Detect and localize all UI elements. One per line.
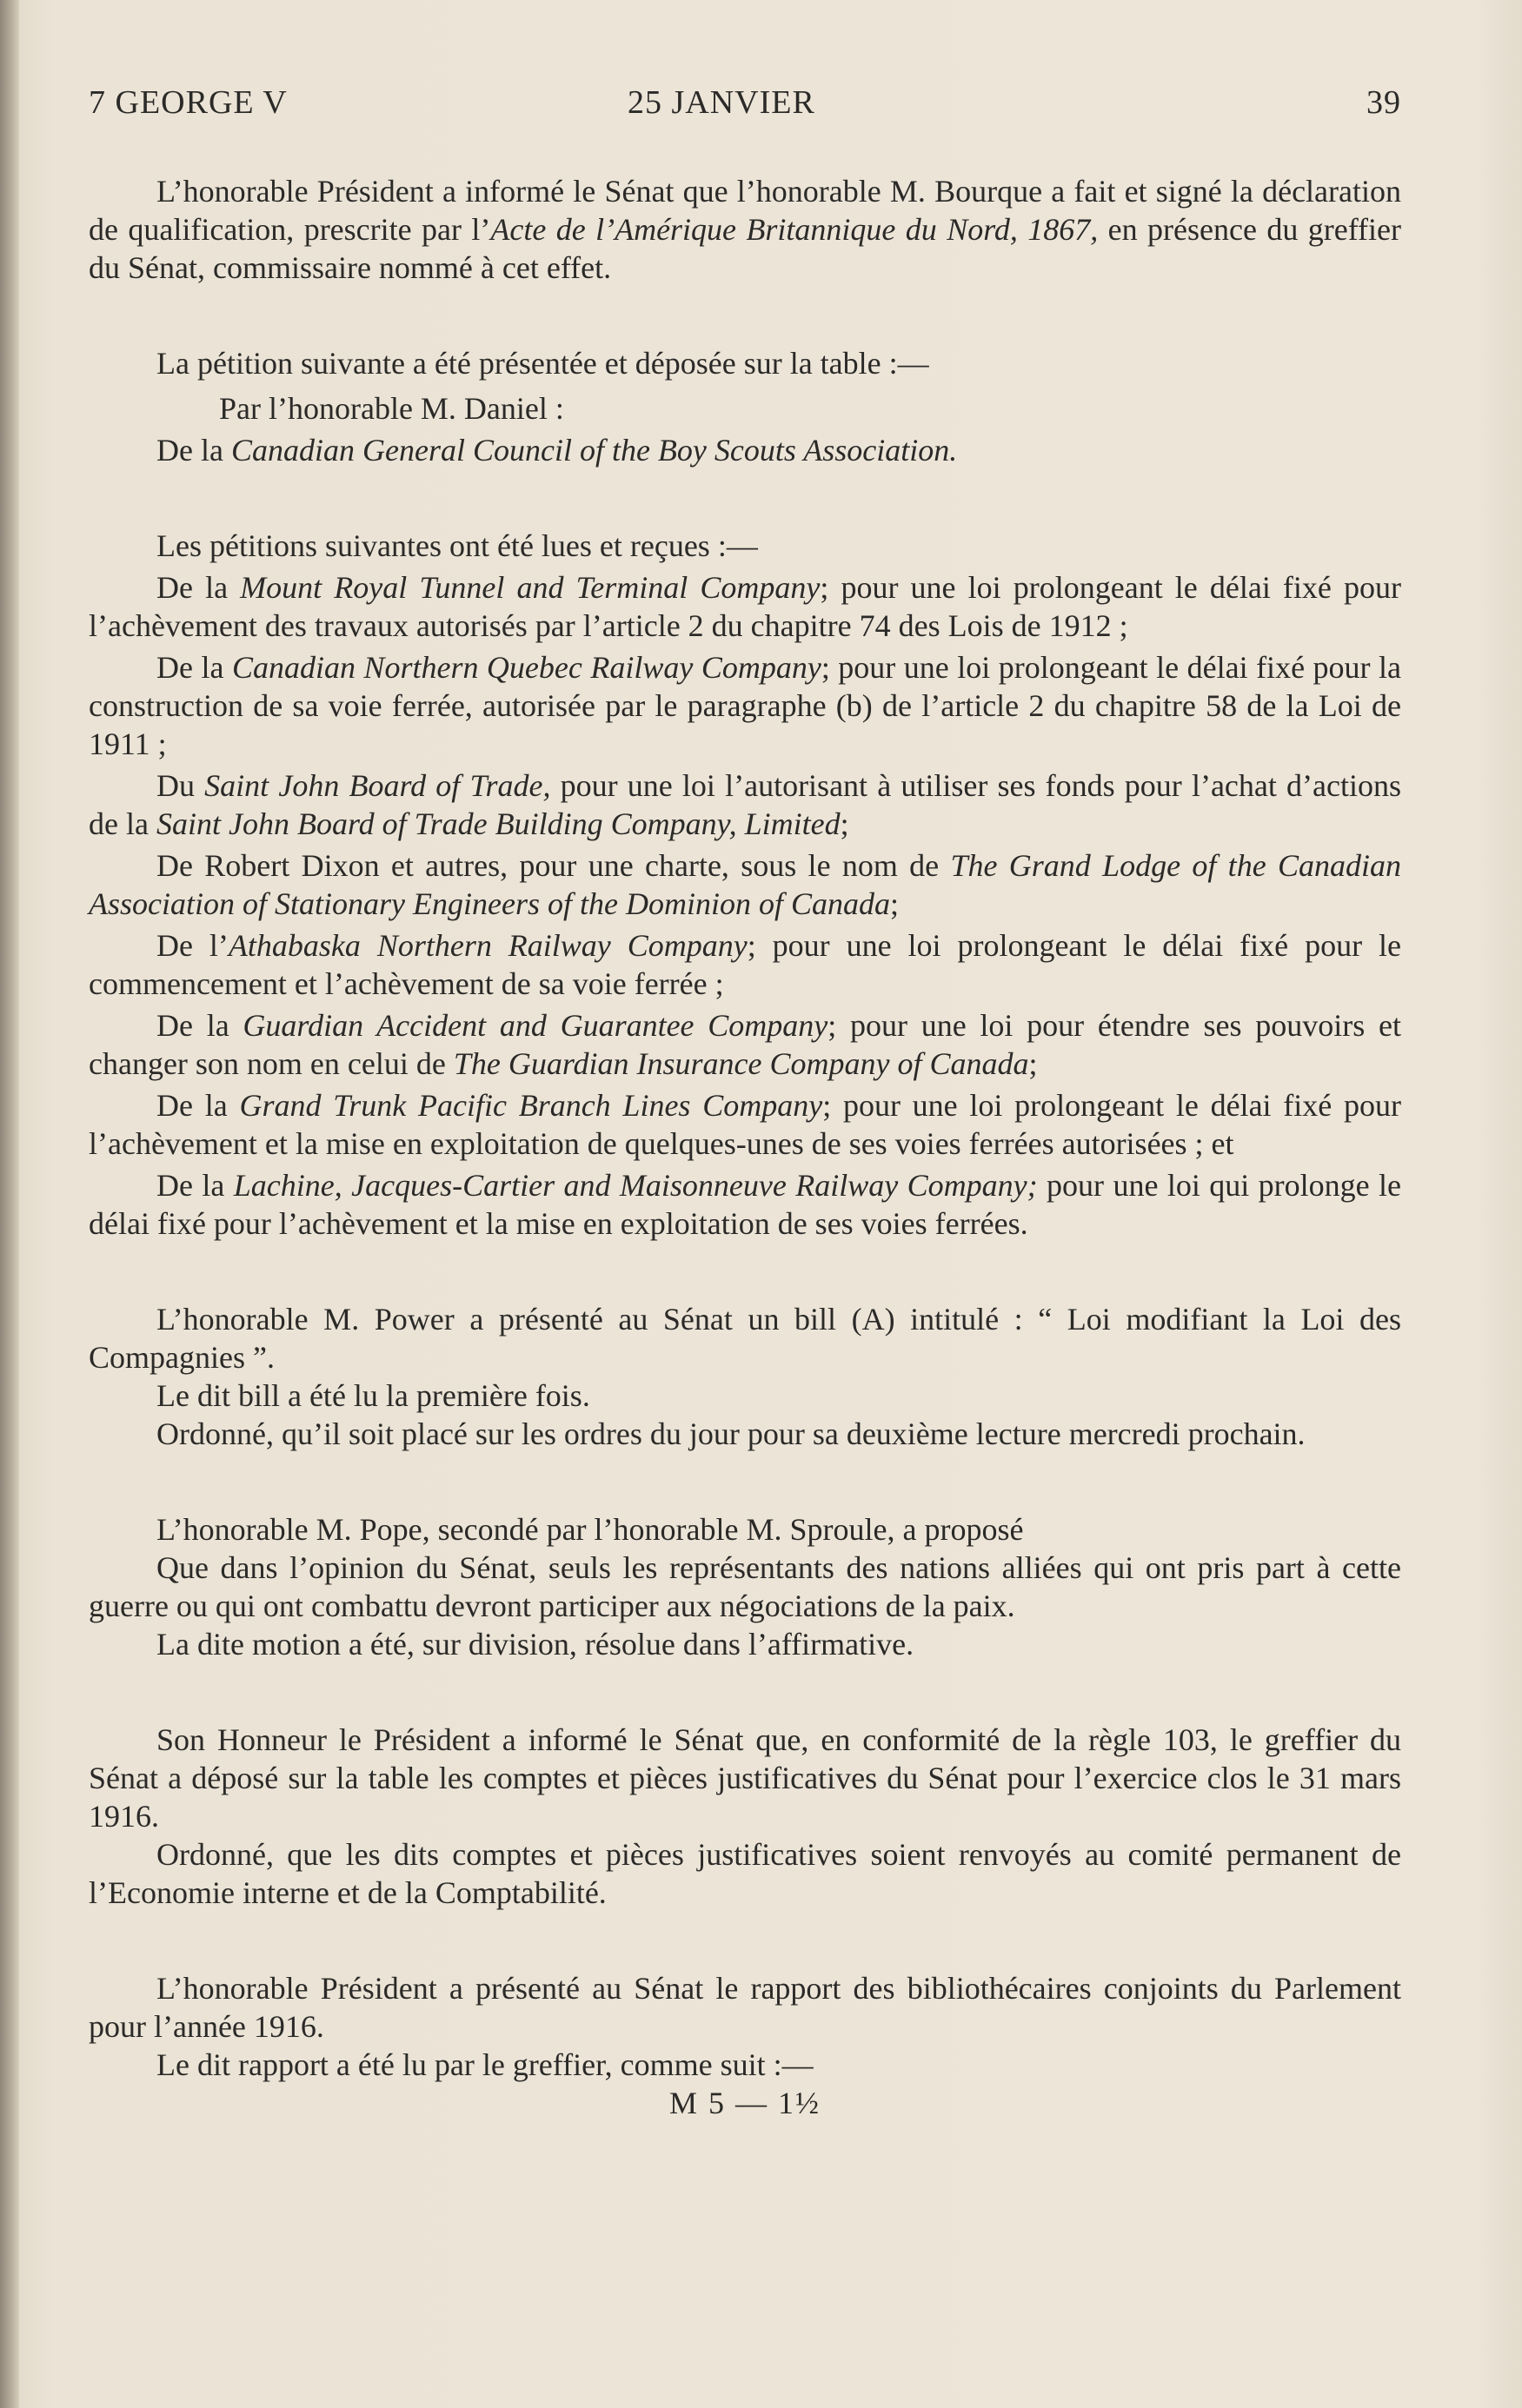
paragraph-petition-intro: La pétition suivante a été présentée et déposée sur la table :— [156,346,929,381]
paragraph-second-reading-order: Ordonné, qu’il soit placé sur les ordres du jour pour sa deuxième lecture mercredi prochain. [156,1416,1306,1451]
paragraph-motion-resolved: La dite motion a été, sur division, résolue dans l’affirmative. [156,1627,914,1662]
petition-canadian-northern: De la Canadian Northern Quebec Railway Company; pour une loi prolongeant le délai fixé pour la construction de sa voie ferrée, autorisée par le paragraphe (b) de l’article 2 du chapitre 58 de la Loi de 1911 ; [89,650,1401,761]
paragraph-power-bill: L’honorable M. Power a présenté au Sénat un bill (A) intitulé : “ Loi modifiant la Loi des Compagnies ”. [89,1302,1401,1375]
paragraph-by-daniel: Par l’honorable M. Daniel : [219,391,564,426]
page-number: 39 [1366,84,1401,121]
petition-guardian: De la Guardian Accident and Guarantee Company; pour une loi pour étendre ses pouvoirs et changer son nom en celui de The Guardian Insurance Company of Canada; [89,1008,1401,1081]
petition-lachine: De la Lachine, Jacques-Cartier and Maisonneuve Railway Company; pour une loi qui prolonge le délai fixé pour l’achèvement et la mise en exploitation de ses voies ferrées. [89,1168,1401,1241]
paragraph-bourque: L’honorable Président a informé le Sénat que l’honorable M. Bourque a fait et signé la déclaration de qualification, prescrite par l’Acte de l’Amérique Britannique du Nord, 1867, en présence du greffier du Sénat, commissaire nommé à cet effet. [89,174,1402,285]
paragraph-first-reading: Le dit bill a été lu la première fois. [156,1378,590,1413]
petition-saint-john: Du Saint John Board of Trade, pour une loi l’autorisant à utiliser ses fonds pour l’achat d’actions de la Saint John Board of Trade Building Company, Limited; [89,768,1402,841]
header-left: 7 GEORGE V [89,84,288,121]
paragraph-accounts-referred: Ordonné, que les dits comptes et pièces justificatives soient renvoyés au comité permanent de l’Economie interne et de la Comptabilité. [89,1837,1401,1910]
paragraph-pope-motion: L’honorable M. Pope, secondé par l’honorable M. Sproule, a proposé [156,1512,1024,1547]
petition-athabaska: De l’Athabaska Northern Railway Company; pour une loi prolongeant le délai fixé pour le commencement et l’achèvement de sa voie ferrée ; [89,928,1402,1001]
petition-grand-trunk: De la Grand Trunk Pacific Branch Lines Company; pour une loi prolongeant le délai fixé pour l’achèvement et la mise en exploitation de quelques-unes de ses voies ferrées autorisées ; et [89,1088,1401,1161]
paragraph-report-read: Le dit rapport a été lu par le greffier, comme suit :— [156,2047,814,2082]
signature-mark: M 5 — 1½ [668,2086,821,2120]
running-header [89,83,1401,122]
header-date: 25 JANVIER [628,84,815,121]
petition-mount-royal: De la Mount Royal Tunnel and Terminal Company; pour une loi prolongeant le délai fixé pour l’achèvement des travaux autorisés par l’article 2 du chapitre 74 des Lois de 1912 ; [89,570,1401,643]
paragraph-petitions-received: Les pétitions suivantes ont été lues et reçues :— [156,528,758,563]
paragraph-boy-scouts: De la Canadian General Council of the Boy Scouts Association. [156,433,958,468]
paragraph-library-report: L’honorable Président a présenté au Sénat le rapport des bibliothécaires conjoints du Parlement pour l’année 1916. [89,1971,1401,2044]
page-binding-edge [0,0,19,2408]
petition-robert-dixon: De Robert Dixon et autres, pour une charte, sous le nom de The Grand Lodge of the Canadian Association of Stationary Engineers of the Dominion of Canada; [89,848,1401,921]
paragraph-motion-text: Que dans l’opinion du Sénat, seuls les représentants des nations alliées qui ont pris part à cette guerre ou qui ont combattu devront participer aux négociations de la paix. [89,1550,1401,1623]
journal-body [89,172,1401,2122]
paragraph-accounts-tabled: Son Honneur le Président a informé le Sénat que, en conformité de la règle 103, le greffier du Sénat a déposé sur la table les comptes et pièces justificatives du Sénat pour l’exercice clos le 31 mars 1916. [89,1722,1401,1834]
